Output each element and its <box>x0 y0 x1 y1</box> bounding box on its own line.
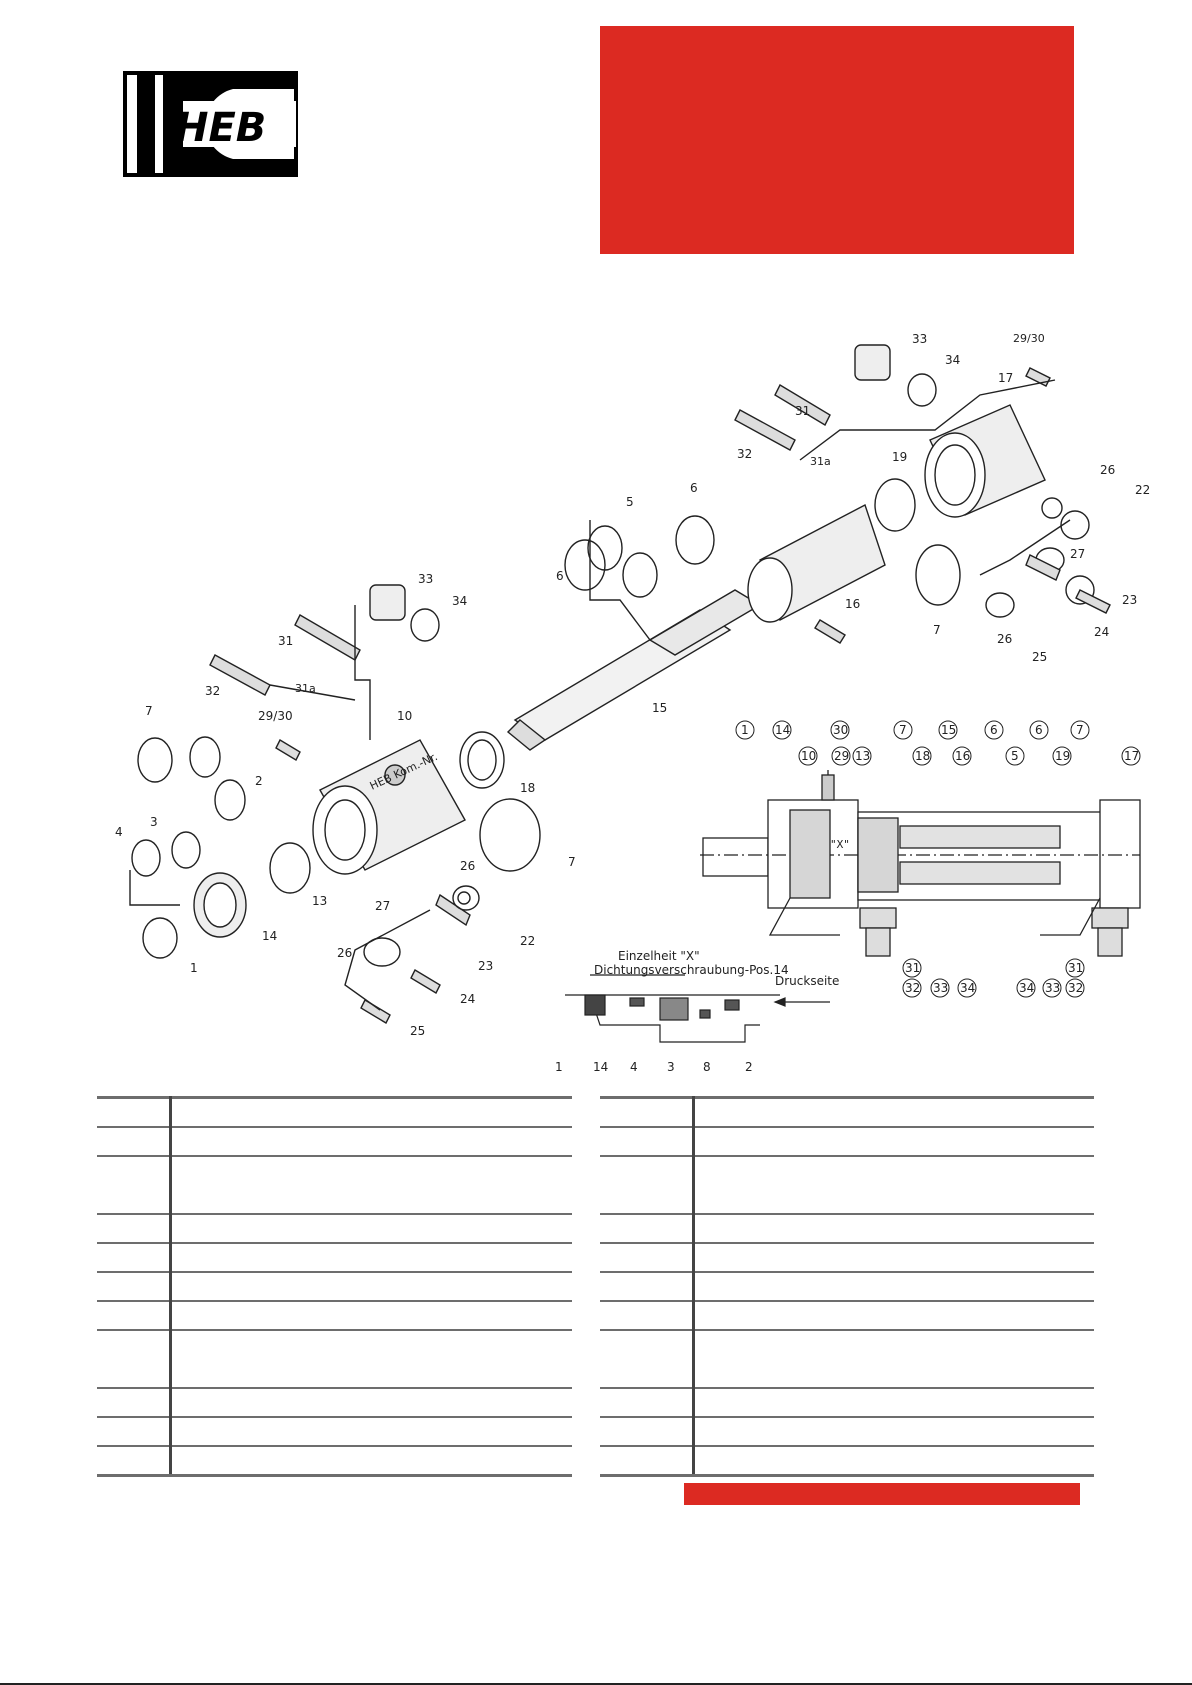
sec-b-label-33b: 33 <box>1045 981 1061 995</box>
label-2: 2 <box>255 774 263 788</box>
detail-title-1: Einzelheit "X" <box>618 949 700 963</box>
part-description-cell <box>694 1156 1095 1214</box>
sec-label-6b: 6 <box>1035 723 1043 737</box>
section-view-mark: "X" <box>830 838 850 851</box>
parts-table-row <box>600 1417 1094 1446</box>
parts-table-row <box>97 1417 572 1446</box>
parts-table-row <box>600 1388 1094 1417</box>
part-number-cell <box>600 1388 694 1417</box>
part-number-cell <box>97 1243 171 1272</box>
parts-table-left <box>97 1096 572 1477</box>
part-description-cell <box>694 1214 1095 1243</box>
label-25: 25 <box>410 1024 426 1038</box>
sec-label-19: 19 <box>1055 749 1071 763</box>
part-number-cell <box>600 1214 694 1243</box>
label-7: 7 <box>145 704 153 718</box>
part-number-cell <box>97 1156 171 1214</box>
label-6: 6 <box>556 569 564 583</box>
parts-table-row <box>97 1446 572 1476</box>
sec-label-15: 15 <box>941 723 957 737</box>
r-label-27: 27 <box>1070 547 1086 561</box>
label-10: 10 <box>397 709 413 723</box>
part-description-cell <box>694 1330 1095 1388</box>
sec-label-29: 29 <box>834 749 850 763</box>
part-number-cell <box>600 1243 694 1272</box>
detail-label-4: 4 <box>630 1060 638 1074</box>
parts-table-row <box>600 1214 1094 1243</box>
label-22: 22 <box>520 934 536 948</box>
part-description-cell <box>694 1272 1095 1301</box>
part-description-cell <box>171 1446 573 1476</box>
engraving-text: HEB Kom.-Nr. <box>367 750 440 793</box>
sec-label-10: 10 <box>801 749 817 763</box>
sec-b-label-31b: 31 <box>1068 961 1084 975</box>
parts-table-row <box>600 1330 1094 1388</box>
label-29-30: 29/30 <box>258 709 293 723</box>
label-34: 34 <box>452 594 468 608</box>
part-number-cell <box>97 1301 171 1330</box>
r-label-33: 33 <box>912 332 928 346</box>
part-number-cell <box>600 1272 694 1301</box>
parts-table-row <box>97 1272 572 1301</box>
section-bottom-labels <box>903 959 1084 997</box>
label-33: 33 <box>418 572 434 586</box>
label-31: 31 <box>278 634 294 648</box>
parts-table-row <box>97 1156 572 1214</box>
parts-table-row <box>600 1098 1094 1128</box>
part-number-cell <box>600 1417 694 1446</box>
label-31a: 31a <box>295 682 316 695</box>
label-24: 24 <box>460 992 476 1006</box>
r-label-26: 26 <box>1100 463 1116 477</box>
red-header-banner <box>600 26 1074 254</box>
sec-label-6: 6 <box>990 723 998 737</box>
part-number-cell <box>97 1330 171 1388</box>
parts-table-row <box>97 1127 572 1156</box>
detail-label-1: 1 <box>555 1060 563 1074</box>
part-description-cell <box>171 1330 573 1388</box>
label-27: 27 <box>375 899 391 913</box>
part-number-cell <box>600 1127 694 1156</box>
r-label-22: 22 <box>1135 483 1151 497</box>
label-15: 15 <box>652 701 668 715</box>
detail-label-3: 3 <box>667 1060 675 1074</box>
part-number-cell <box>97 1127 171 1156</box>
label-6b: 6 <box>690 481 698 495</box>
label-1: 1 <box>190 961 198 975</box>
sec-b-label-32: 32 <box>905 981 921 995</box>
parts-table-row <box>600 1301 1094 1330</box>
sec-label-13: 13 <box>855 749 871 763</box>
part-description-cell <box>171 1156 573 1214</box>
part-number-cell <box>600 1098 694 1128</box>
r-label-32: 32 <box>737 447 753 461</box>
part-description-cell <box>171 1301 573 1330</box>
parts-table-right <box>600 1096 1094 1477</box>
part-number-cell <box>97 1098 171 1128</box>
part-number-cell <box>600 1301 694 1330</box>
r-label-31a: 31a <box>810 455 831 468</box>
label-26b: 26 <box>337 946 353 960</box>
parts-table-row <box>97 1301 572 1330</box>
part-description-cell <box>694 1127 1095 1156</box>
sec-label-5: 5 <box>1011 749 1019 763</box>
part-number-cell <box>97 1388 171 1417</box>
heb-logo <box>123 71 298 177</box>
sec-label-17: 17 <box>1124 749 1140 763</box>
sec-b-label-34: 34 <box>960 981 976 995</box>
part-description-cell <box>171 1272 573 1301</box>
sec-b-label-31: 31 <box>905 961 921 975</box>
part-description-cell <box>171 1417 573 1446</box>
sec-b-label-34b: 34 <box>1019 981 1035 995</box>
r-label-24: 24 <box>1094 625 1110 639</box>
label-13: 13 <box>312 894 328 908</box>
r-label-19: 19 <box>892 450 908 464</box>
part-description-cell <box>694 1243 1095 1272</box>
parts-table-row <box>600 1272 1094 1301</box>
detail-label-8: 8 <box>703 1060 711 1074</box>
parts-table-row <box>600 1446 1094 1476</box>
label-26: 26 <box>460 859 476 873</box>
part-description-cell <box>694 1301 1095 1330</box>
parts-table-row <box>600 1243 1094 1272</box>
label-5: 5 <box>626 495 634 509</box>
parts-table-row <box>97 1243 572 1272</box>
red-footer-bar <box>684 1483 1080 1505</box>
sec-label-18: 18 <box>915 749 931 763</box>
part-number-cell <box>600 1156 694 1214</box>
part-description-cell <box>171 1214 573 1243</box>
label-23: 23 <box>478 959 494 973</box>
part-description-cell <box>171 1127 573 1156</box>
part-number-cell <box>97 1446 171 1476</box>
sec-label-16: 16 <box>955 749 971 763</box>
sec-label-7: 7 <box>899 723 907 737</box>
part-number-cell <box>600 1446 694 1476</box>
sec-label-1: 1 <box>741 723 749 737</box>
pressure-side-label: Druckseite <box>775 974 840 988</box>
part-description-cell <box>694 1098 1095 1128</box>
r-label-29-30: 29/30 <box>1013 332 1045 345</box>
label-18: 18 <box>520 781 536 795</box>
part-description-cell <box>171 1098 573 1128</box>
part-description-cell <box>694 1388 1095 1417</box>
r-label-34: 34 <box>945 353 961 367</box>
label-3: 3 <box>150 815 158 829</box>
r-label-25: 25 <box>1032 650 1048 664</box>
sec-label-14: 14 <box>775 723 791 737</box>
part-number-cell <box>97 1214 171 1243</box>
r-label-23: 23 <box>1122 593 1138 607</box>
label-7b: 7 <box>568 855 576 869</box>
part-number-cell <box>600 1330 694 1388</box>
logo-text: HEB <box>175 105 267 151</box>
r-label-17: 17 <box>998 371 1014 385</box>
part-description-cell <box>694 1417 1095 1446</box>
sec-b-label-33: 33 <box>933 981 949 995</box>
parts-table-row <box>97 1098 572 1128</box>
label-14: 14 <box>262 929 278 943</box>
detail-label-2: 2 <box>745 1060 753 1074</box>
label-32: 32 <box>205 684 221 698</box>
part-number-cell <box>97 1272 171 1301</box>
part-description-cell <box>171 1243 573 1272</box>
label-4: 4 <box>115 825 123 839</box>
r-label-26b: 26 <box>997 632 1013 646</box>
parts-table-row <box>600 1127 1094 1156</box>
parts-table-row <box>97 1214 572 1243</box>
parts-table-row <box>600 1156 1094 1214</box>
part-number-cell <box>97 1417 171 1446</box>
parts-table-row <box>97 1388 572 1417</box>
sec-b-label-32b: 32 <box>1068 981 1084 995</box>
detail-title-2: Dichtungsverschraubung-Pos.14 <box>594 963 789 977</box>
sec-label-7b: 7 <box>1076 723 1084 737</box>
r-label-31: 31 <box>795 404 811 418</box>
detail-label-14: 14 <box>593 1060 609 1074</box>
part-description-cell <box>694 1446 1095 1476</box>
parts-table-row <box>97 1330 572 1388</box>
sec-label-30: 30 <box>833 723 849 737</box>
label-16: 16 <box>845 597 861 611</box>
exploded-view-drawing <box>0 300 1192 1080</box>
part-description-cell <box>171 1388 573 1417</box>
r-label-7: 7 <box>933 623 941 637</box>
